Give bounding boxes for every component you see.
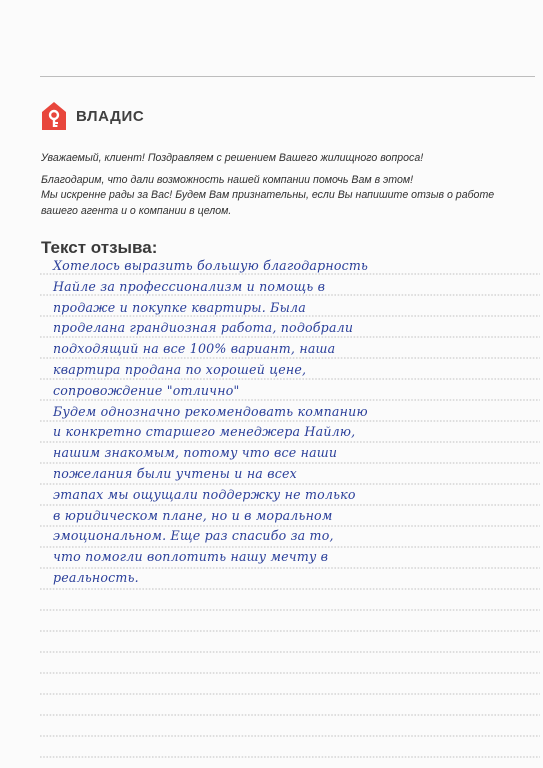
brand-name: ВЛАДИС (76, 107, 145, 125)
review-line: проделана грандиозная работа, подобрали (53, 320, 354, 336)
review-line: эмоциональном. Еще раз спасибо за то, (53, 528, 334, 544)
review-line: Хотелось выразить большую благодарность (53, 258, 369, 273)
review-line: нашим знакомым, потому что все наши (53, 445, 338, 461)
intro-line: вашего агента и о компании в целом. (41, 204, 232, 217)
intro-line: Мы искренне рады за Вас! Будем Вам признательны, если Вы напишите отзыв о работе (41, 189, 495, 201)
review-line: в юридическом плане, но и в моральном (53, 507, 333, 523)
review-line: квартира продана по хорошей цене, (53, 361, 307, 377)
review-line: реальность. (53, 569, 139, 585)
intro-line: Благодарим, что дали возможность нашей компании помочь Вам в этом! (41, 173, 414, 186)
top-divider (40, 76, 535, 77)
review-line: продаже и покупке квартиры. Была (53, 299, 306, 315)
review-heading: Текст отзыва: (41, 238, 158, 257)
brand-logo (41, 101, 144, 131)
review-line: этапах мы ощущали поддержку не только (53, 486, 356, 502)
house-key-icon (41, 101, 67, 131)
intro-line: Уважаемый, клиент! Поздравляем с решением Вашего жилищного вопроса! (41, 152, 424, 164)
review-line: подходящий на все 100% вариант, наша (53, 341, 336, 357)
review-line: Найле за профессионализм и помощь в (53, 278, 326, 294)
review-line: и конкретно старшего менеджера Найлю, (53, 424, 356, 440)
review-line: пожелания были учтены и на всех (53, 465, 297, 481)
review-line: Будем однозначно рекомендовать компанию (53, 403, 368, 419)
handwritten-review (53, 256, 543, 589)
review-line: сопровождение "отлично" (53, 382, 240, 398)
review-line: что помогли воплотить нашу мечту в (53, 549, 329, 565)
intro-message (41, 151, 521, 219)
